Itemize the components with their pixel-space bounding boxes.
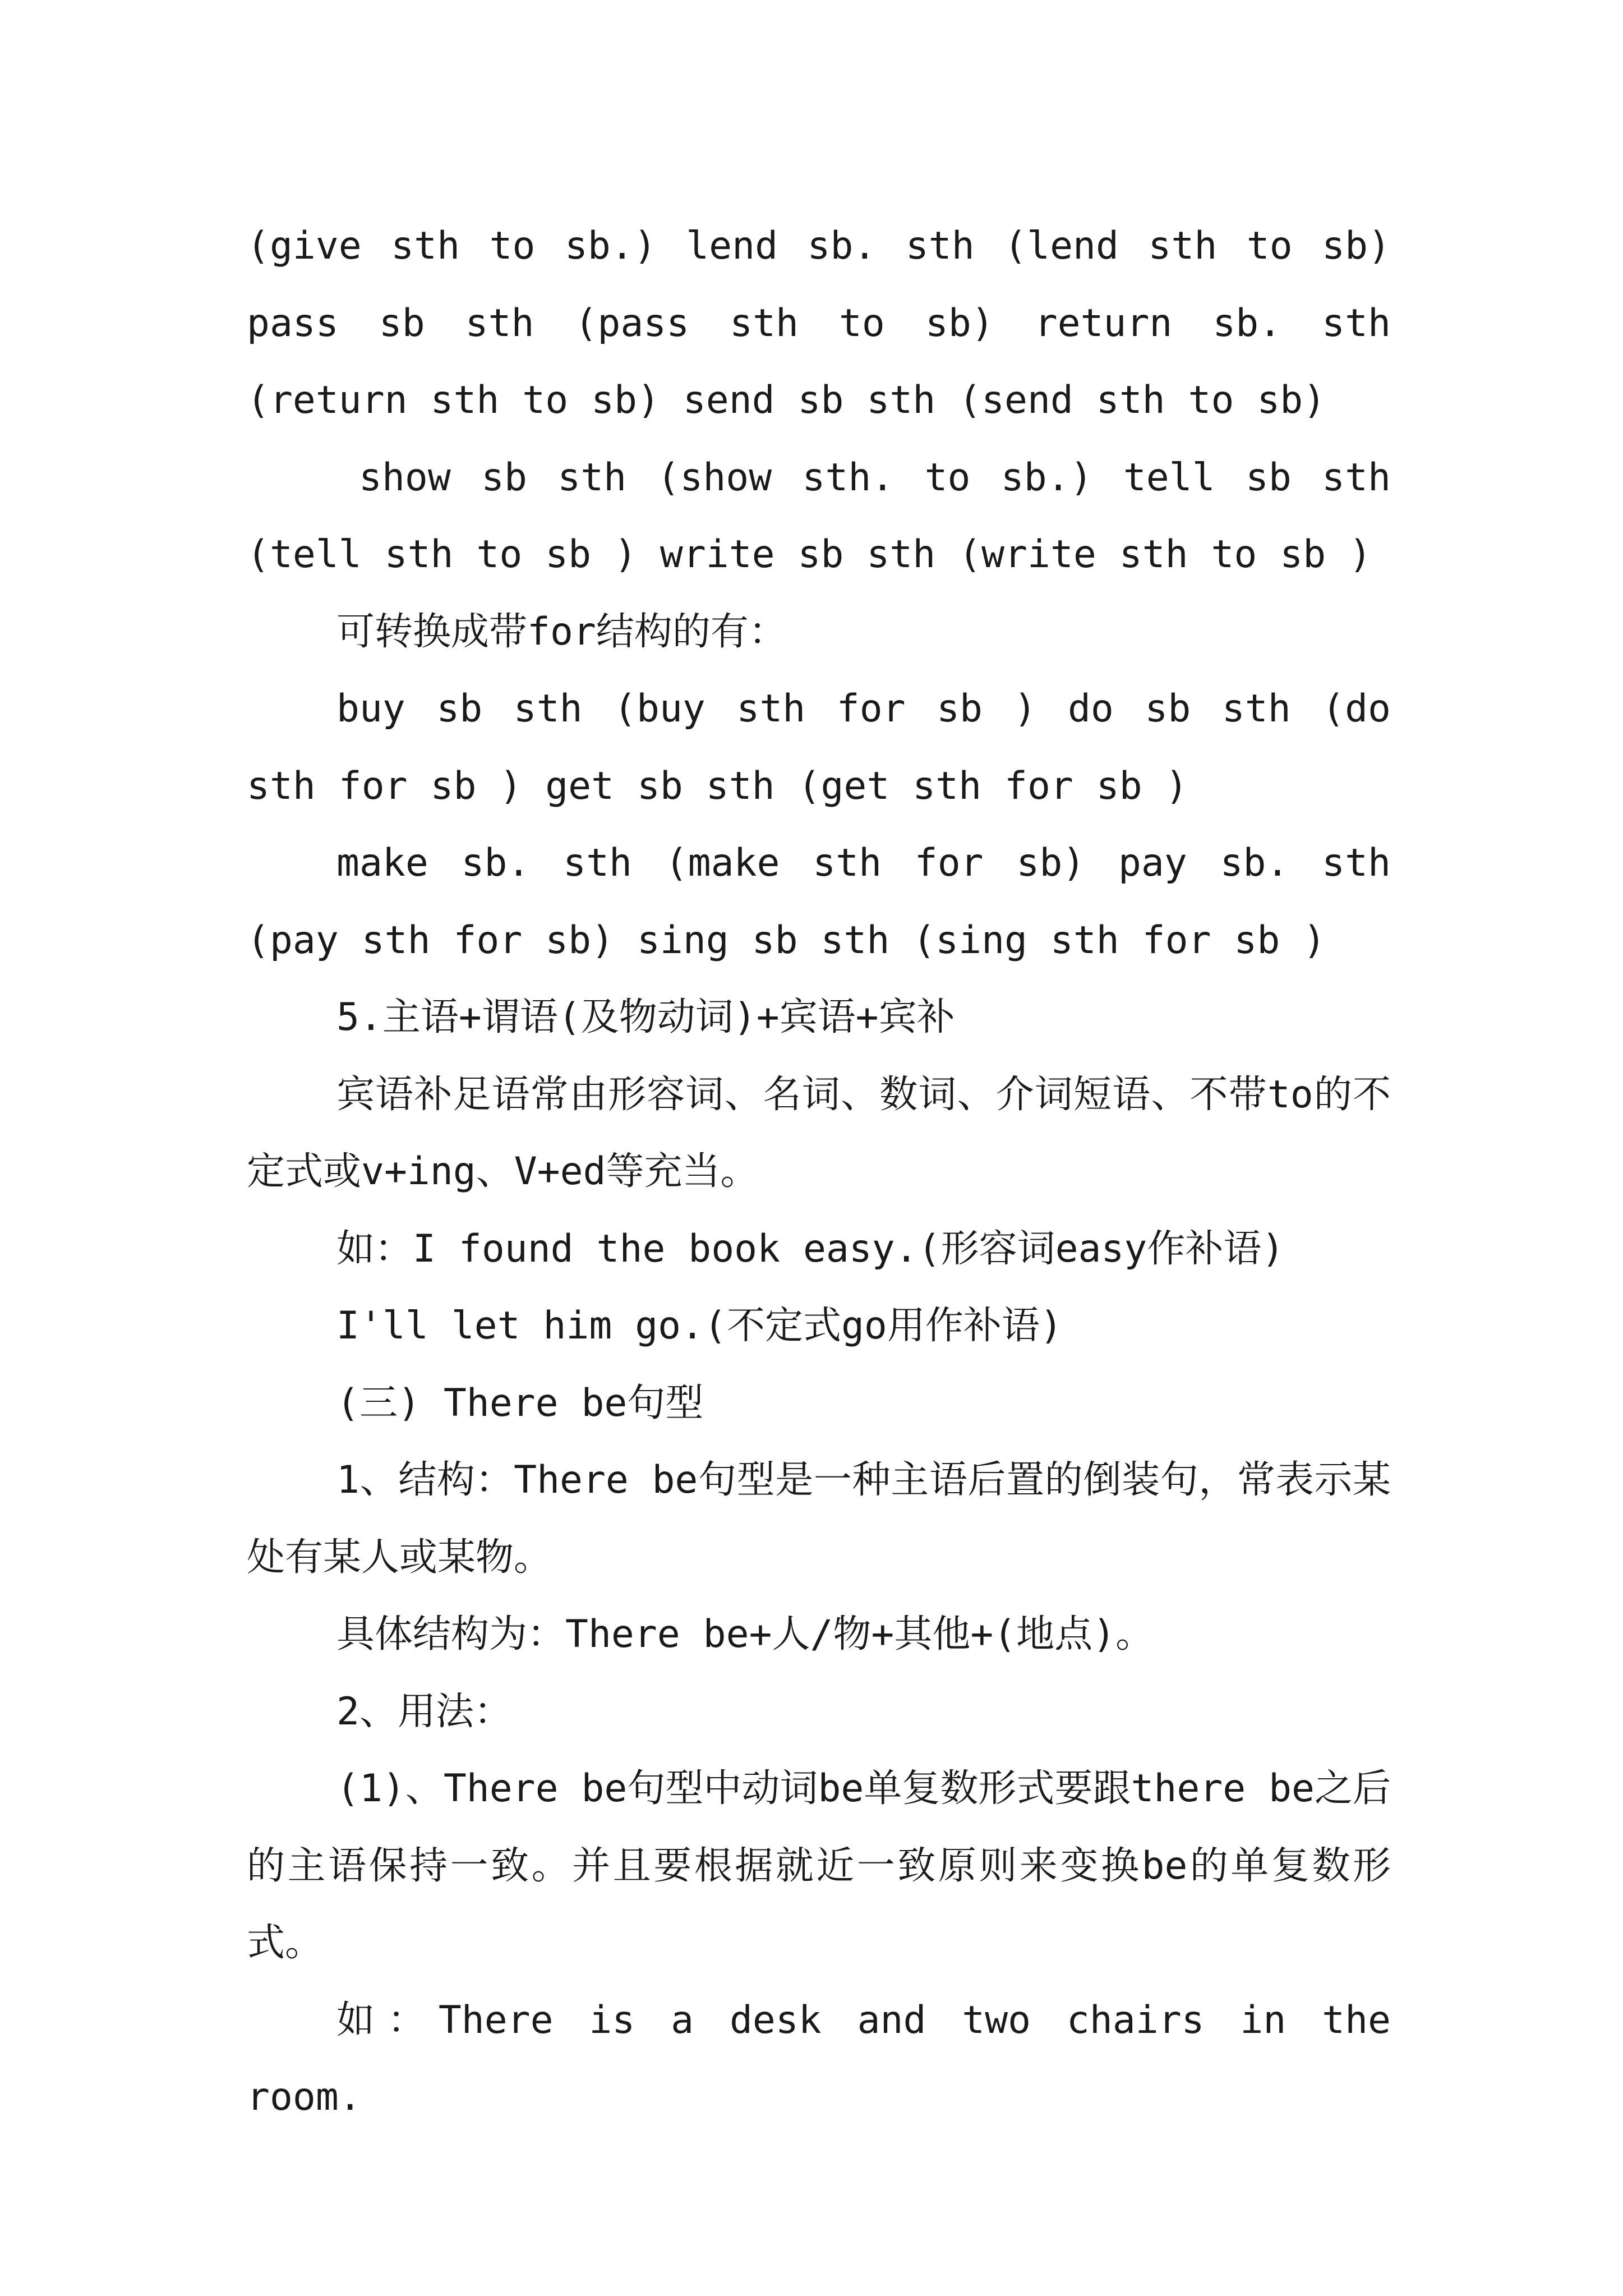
paragraph-buy-do-get: buy sb sth (buy sth for sb ) do sb sth (do sth for sb ) get sb sth (get sth for sb ) (247, 687, 1391, 808)
paragraph-usage-rule-1: (1)、There be句型中动词be单复数形式要跟there be之后的主语保持一致。并且要根据就近一致原则来变换be的单复数形式。 (247, 1766, 1391, 1965)
paragraph-make-pay-sing: make sb. sth (make sth for sb) pay sb. sth (pay sth for sb) sing sb sth (sing sth for sb ) (247, 841, 1391, 963)
paragraph-example-let-him-go: I'll let him go.(不定式go用作补语) (336, 1304, 1063, 1348)
paragraph-structure-description: 1、结构：There be句型是一种主语后置的倒装句，常表示某处有某人或某物。 (247, 1458, 1391, 1580)
paragraph-example-desk-chairs: 如：There is a desk and two chairs in the room. (247, 1998, 1391, 2119)
paragraph-for-structure-heading: 可转换成带for结构的有： (336, 609, 787, 654)
paragraph-there-be-section-heading: (三) There be句型 (336, 1381, 704, 1425)
paragraph-object-complement-explanation: 宾语补足语常由形容词、名词、数词、介词短语、不带to的不定式或v+ing、V+ed等充当。 (247, 1072, 1391, 1194)
paragraph-give-lend-pass-return-send: (give sth to sb.) lend sb. sth (lend sth to sb) pass sb sth (pass sth to sb) return sb. sth (return sth to sb) send sb sth (send sth to sb) (247, 224, 1391, 422)
paragraph-example-found-book-easy: 如：I found the book easy.(形容词easy作补语) (336, 1226, 1285, 1271)
paragraph-pattern-5-heading: 5.主语+谓语(及物动词)+宾语+宾补 (336, 995, 955, 1039)
document-body (247, 208, 1391, 2136)
paragraph-show-tell-write: show sb sth (show sth. to sb.) tell sb sth (tell sth to sb ) write sb sth (write sth to sb ) (247, 455, 1391, 577)
paragraph-usage-heading: 2、用法： (336, 1689, 512, 1734)
paragraph-specific-structure: 具体结构为：There be+人/物+其他+(地点)。 (336, 1612, 1154, 1657)
